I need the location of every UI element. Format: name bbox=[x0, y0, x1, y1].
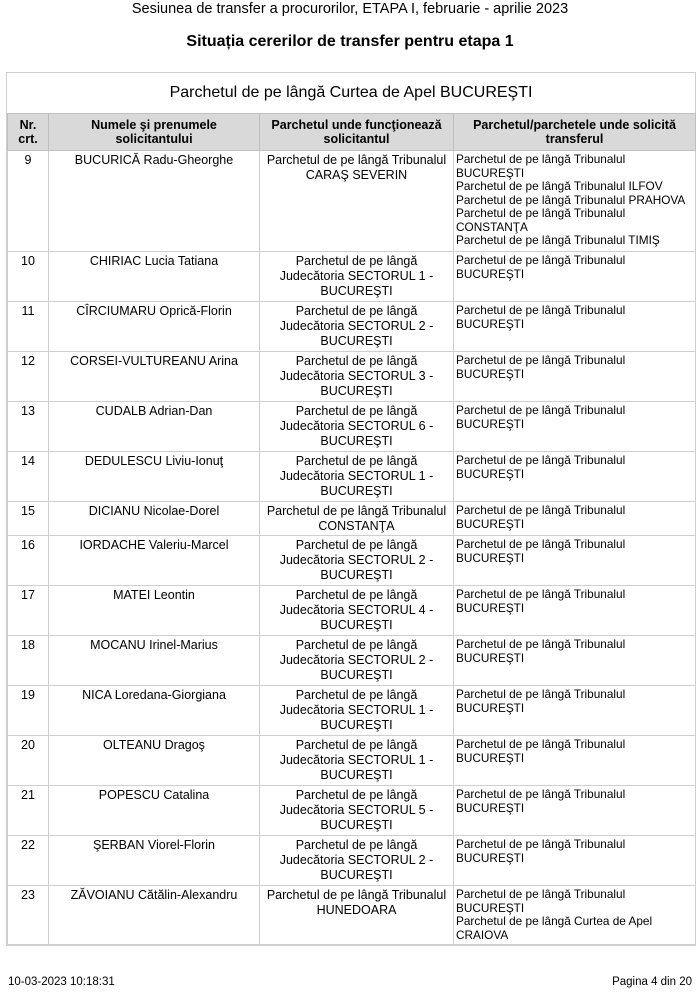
table-row bbox=[8, 252, 696, 302]
row-number: 12 bbox=[8, 352, 49, 402]
applicant-name: CHIRIAC Lucia Tatiana bbox=[49, 252, 260, 302]
applicant-name: MOCANU Irinel-Marius bbox=[49, 636, 260, 686]
row-number: 10 bbox=[8, 252, 49, 302]
requested-offices bbox=[454, 151, 696, 252]
table-row bbox=[8, 786, 696, 836]
requested-office: Parchetul de pe lângă Tribunalul BUCUREŞTI bbox=[456, 637, 626, 665]
requested-office: Parchetul de pe lângă Tribunalul BUCUREŞTI bbox=[456, 887, 626, 915]
column-header-current-office: Parchetul unde funcţionează solicitantul bbox=[260, 114, 454, 151]
row-number: 11 bbox=[8, 302, 49, 352]
requested-offices bbox=[454, 352, 696, 402]
applicant-name: OLTEANU Dragoş bbox=[49, 736, 260, 786]
print-timestamp: 10-03-2023 10:18:31 bbox=[8, 976, 115, 988]
requested-offices bbox=[454, 636, 696, 686]
requested-offices bbox=[454, 252, 696, 302]
applicant-name: POPESCU Catalina bbox=[49, 786, 260, 836]
table-row bbox=[8, 636, 696, 686]
applicant-name: ŞERBAN Viorel-Florin bbox=[49, 836, 260, 886]
applicant-name: NICA Loredana-Giorgiana bbox=[49, 686, 260, 736]
requested-offices bbox=[454, 686, 696, 736]
row-number: 15 bbox=[8, 502, 49, 536]
current-office: Parchetul de pe lângă Judecătoria SECTORUL 2 - BUCUREŞTI bbox=[260, 302, 454, 352]
applicant-name: CUDALB Adrian-Dan bbox=[49, 402, 260, 452]
page-number: Pagina 4 din 20 bbox=[612, 976, 692, 988]
current-office: Parchetul de pe lângă Judecătoria SECTORUL 1 - BUCUREŞTI bbox=[260, 736, 454, 786]
requested-offices bbox=[454, 736, 696, 786]
requested-office: Parchetul de pe lângă Tribunalul BUCUREŞTI bbox=[456, 453, 626, 481]
table-row bbox=[8, 502, 696, 536]
table-row bbox=[8, 151, 696, 252]
transfer-requests-table bbox=[7, 113, 696, 945]
table-row bbox=[8, 586, 696, 636]
requested-office: Parchetul de pe lângă Tribunalul BUCUREŞTI bbox=[456, 303, 626, 331]
requested-office: Parchetul de pe lângă Tribunalul BUCUREŞTI bbox=[456, 587, 626, 615]
column-header-nr: Nr. crt. bbox=[8, 114, 49, 151]
applicant-name: CÎRCIUMARU Oprică-Florin bbox=[49, 302, 260, 352]
table-row bbox=[8, 452, 696, 502]
requested-office: Parchetul de pe lângă Tribunalul BUCUREŞTI bbox=[456, 152, 626, 180]
row-number: 9 bbox=[8, 151, 49, 252]
requested-office: Parchetul de pe lângă Tribunalul CONSTANŢA bbox=[456, 206, 626, 234]
applicant-name: IORDACHE Valeriu-Marcel bbox=[49, 536, 260, 586]
table-row bbox=[8, 402, 696, 452]
table-row bbox=[8, 302, 696, 352]
requested-offices bbox=[454, 886, 696, 945]
applicant-name: DICIANU Nicolae-Dorel bbox=[49, 502, 260, 536]
applicant-name: CORSEI-VULTUREANU Arina bbox=[49, 352, 260, 402]
session-heading: Sesiunea de transfer a procurorilor, ETAPA I, februarie - aprilie 2023 bbox=[131, 1, 569, 17]
row-number: 14 bbox=[8, 452, 49, 502]
column-header-name: Numele şi prenumele solicitantului bbox=[49, 114, 260, 151]
applicant-name: ZĂVOIANU Cătălin-Alexandru bbox=[49, 886, 260, 945]
row-number: 23 bbox=[8, 886, 49, 945]
row-number: 17 bbox=[8, 586, 49, 636]
requested-office: Parchetul de pe lângă Tribunalul BUCUREŞTI bbox=[456, 787, 626, 815]
row-number: 21 bbox=[8, 786, 49, 836]
current-office: Parchetul de pe lângă Judecătoria SECTORUL 2 - BUCUREŞTI bbox=[260, 536, 454, 586]
row-number: 22 bbox=[8, 836, 49, 886]
requested-office: Parchetul de pe lângă Tribunalul BUCUREŞTI bbox=[456, 687, 626, 715]
current-office: Parchetul de pe lângă Judecătoria SECTORUL 1 - BUCUREŞTI bbox=[260, 686, 454, 736]
row-number: 19 bbox=[8, 686, 49, 736]
requested-offices bbox=[454, 836, 696, 886]
row-number: 13 bbox=[8, 402, 49, 452]
current-office: Parchetul de pe lângă Judecătoria SECTORUL 2 - BUCUREŞTI bbox=[260, 636, 454, 686]
requested-office: Parchetul de pe lângă Tribunalul BUCUREŞTI bbox=[456, 737, 626, 765]
requested-office: Parchetul de pe lângă Tribunalul BUCUREŞTI bbox=[456, 403, 626, 431]
column-header-requested-offices: Parchetul/parchetele unde solicită transferul bbox=[454, 114, 696, 151]
applicant-name: BUCURICĂ Radu-Gheorghe bbox=[49, 151, 260, 252]
current-office: Parchetul de pe lângă Judecătoria SECTORUL 4 - BUCUREŞTI bbox=[260, 586, 454, 636]
applicant-name: DEDULESCU Liviu-Ionuţ bbox=[49, 452, 260, 502]
current-office: Parchetul de pe lângă Judecătoria SECTORUL 1 - BUCUREŞTI bbox=[260, 252, 454, 302]
requested-office: Parchetul de pe lângă Tribunalul BUCUREŞTI bbox=[456, 837, 626, 865]
table-row bbox=[8, 352, 696, 402]
requested-office: Parchetul de pe lângă Tribunalul BUCUREŞTI bbox=[456, 353, 626, 381]
current-office: Parchetul de pe lângă Tribunalul CONSTANŢA bbox=[260, 502, 454, 536]
requested-offices bbox=[454, 402, 696, 452]
requested-office: Parchetul de pe lângă Tribunalul PRAHOVA bbox=[456, 192, 686, 207]
requested-offices bbox=[454, 586, 696, 636]
court-heading: Parchetul de pe lângă Curtea de Apel BUCUREŞTI bbox=[169, 84, 533, 101]
requested-office: Parchetul de pe lângă Tribunalul BUCUREŞTI bbox=[456, 253, 626, 281]
page-title: Situația cererilor de transfer pentru etapa 1 bbox=[186, 33, 514, 50]
requested-offices bbox=[454, 536, 696, 586]
requested-offices bbox=[454, 302, 696, 352]
row-number: 20 bbox=[8, 736, 49, 786]
current-office: Parchetul de pe lângă Tribunalul HUNEDOARA bbox=[260, 886, 454, 945]
current-office: Parchetul de pe lângă Judecătoria SECTORUL 6 - BUCUREŞTI bbox=[260, 402, 454, 452]
requested-office: Parchetul de pe lângă Tribunalul BUCUREŞTI bbox=[456, 503, 626, 531]
applicant-name: MATEI Leontin bbox=[49, 586, 260, 636]
current-office: Parchetul de pe lângă Judecătoria SECTORUL 1 - BUCUREŞTI bbox=[260, 452, 454, 502]
requested-office: Parchetul de pe lângă Tribunalul BUCUREŞTI bbox=[456, 537, 626, 565]
requested-office: Parchetul de pe lângă Tribunalul TIMIŞ bbox=[456, 233, 660, 247]
table-row bbox=[8, 886, 696, 945]
row-number: 16 bbox=[8, 536, 49, 586]
requested-office: Parchetul de pe lângă Curtea de Apel CRAIOVA bbox=[456, 914, 653, 942]
row-number: 18 bbox=[8, 636, 49, 686]
current-office: Parchetul de pe lângă Judecătoria SECTORUL 5 - BUCUREŞTI bbox=[260, 786, 454, 836]
requested-offices bbox=[454, 452, 696, 502]
table-row bbox=[8, 536, 696, 586]
requested-offices bbox=[454, 786, 696, 836]
table-row bbox=[8, 736, 696, 786]
requested-office: Parchetul de pe lângă Tribunalul ILFOV bbox=[456, 179, 663, 193]
table-row bbox=[8, 686, 696, 736]
table-row bbox=[8, 836, 696, 886]
current-office: Parchetul de pe lângă Judecătoria SECTORUL 3 - BUCUREŞTI bbox=[260, 352, 454, 402]
requested-offices bbox=[454, 502, 696, 536]
current-office: Parchetul de pe lângă Tribunalul CARAŞ SEVERIN bbox=[260, 151, 454, 252]
table-header-row bbox=[8, 114, 696, 151]
current-office: Parchetul de pe lângă Judecătoria SECTORUL 2 - BUCUREŞTI bbox=[260, 836, 454, 886]
